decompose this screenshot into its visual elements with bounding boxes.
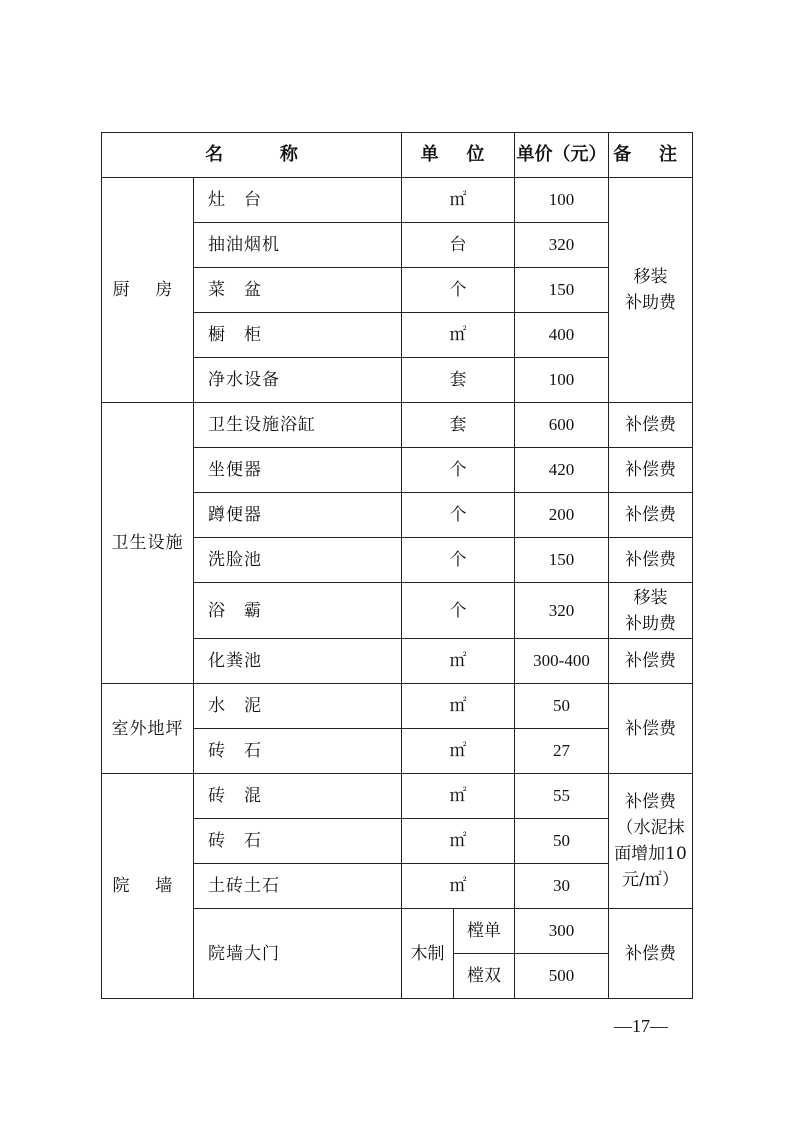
item-name: 砖 混 (194, 774, 402, 819)
compensation-table (101, 132, 693, 999)
table-header-row (102, 133, 693, 178)
item-price: 600 (515, 403, 609, 448)
item-unit: ㎡ (402, 313, 515, 358)
table-row (102, 178, 693, 223)
item-price: 200 (515, 493, 609, 538)
note-gate: 补偿费 (609, 909, 693, 999)
item-name: 卫生设施浴缸 (194, 403, 402, 448)
item-name: 化粪池 (194, 639, 402, 684)
category-outdoor: 室外地坪 (102, 684, 194, 774)
note-kitchen: 移装 补助费 (609, 178, 693, 403)
item-price: 320 (515, 223, 609, 268)
item-unit: ㎡ (402, 819, 515, 864)
item-price: 150 (515, 538, 609, 583)
category-kitchen: 厨 房 (102, 178, 194, 403)
item-unit: ㎡ (402, 729, 515, 774)
item-name: 灶 台 (194, 178, 402, 223)
item-price: 50 (515, 684, 609, 729)
item-note: 补偿费 (609, 639, 693, 684)
item-unit: ㎡ (402, 774, 515, 819)
item-name: 菜 盆 (194, 268, 402, 313)
item-price: 27 (515, 729, 609, 774)
item-unit: ㎡ (402, 684, 515, 729)
item-price: 320 (515, 583, 609, 639)
page-number: —17— (614, 1016, 668, 1036)
item-name: 橱 柜 (194, 313, 402, 358)
item-unit: 个 (402, 493, 515, 538)
item-name: 砖 石 (194, 729, 402, 774)
item-name: 净水设备 (194, 358, 402, 403)
item-name: 洗脸池 (194, 538, 402, 583)
table-row (102, 403, 693, 448)
item-price: 150 (515, 268, 609, 313)
item-unit: 个 (402, 583, 515, 639)
category-wall: 院 墙 (102, 774, 194, 999)
category-sanitary: 卫生设施 (102, 403, 194, 684)
item-note: 补偿费 (609, 448, 693, 493)
item-unit: 套 (402, 403, 515, 448)
item-price: 400 (515, 313, 609, 358)
item-price: 100 (515, 358, 609, 403)
item-unit: 个 (402, 268, 515, 313)
item-name: 抽油烟机 (194, 223, 402, 268)
item-unit: 台 (402, 223, 515, 268)
item-note: 补偿费 (609, 493, 693, 538)
item-price: 30 (515, 864, 609, 909)
item-name: 水 泥 (194, 684, 402, 729)
header-price: 单价（元） (515, 133, 609, 178)
item-note: 移装 补助费 (609, 583, 693, 639)
item-name: 砖 石 (194, 819, 402, 864)
item-unit: ㎡ (402, 178, 515, 223)
item-price: 50 (515, 819, 609, 864)
table-row (102, 774, 693, 819)
header-name: 名 称 (102, 133, 402, 178)
item-name: 坐便器 (194, 448, 402, 493)
item-unit: ㎡ (402, 639, 515, 684)
gate-option: 樘单 (454, 909, 515, 954)
item-name: 浴 霸 (194, 583, 402, 639)
gate-name: 院墙大门 (194, 909, 402, 999)
item-name: 蹲便器 (194, 493, 402, 538)
header-unit: 单 位 (402, 133, 515, 178)
gate-price: 300 (515, 909, 609, 954)
header-note: 备 注 (609, 133, 693, 178)
item-price: 300-400 (515, 639, 609, 684)
gate-option: 樘双 (454, 954, 515, 999)
item-price: 100 (515, 178, 609, 223)
item-price: 420 (515, 448, 609, 493)
item-price: 55 (515, 774, 609, 819)
gate-material: 木制 (402, 909, 454, 999)
item-name: 土砖土石 (194, 864, 402, 909)
item-unit: 个 (402, 448, 515, 493)
table-row (102, 684, 693, 729)
item-unit: 个 (402, 538, 515, 583)
gate-price: 500 (515, 954, 609, 999)
item-unit: 套 (402, 358, 515, 403)
item-note: 补偿费 (609, 403, 693, 448)
note-outdoor: 补偿费 (609, 684, 693, 774)
item-unit: ㎡ (402, 864, 515, 909)
note-wall: 补偿费 （水泥抹 面增加10 元/㎡） (609, 774, 693, 909)
item-note: 补偿费 (609, 538, 693, 583)
